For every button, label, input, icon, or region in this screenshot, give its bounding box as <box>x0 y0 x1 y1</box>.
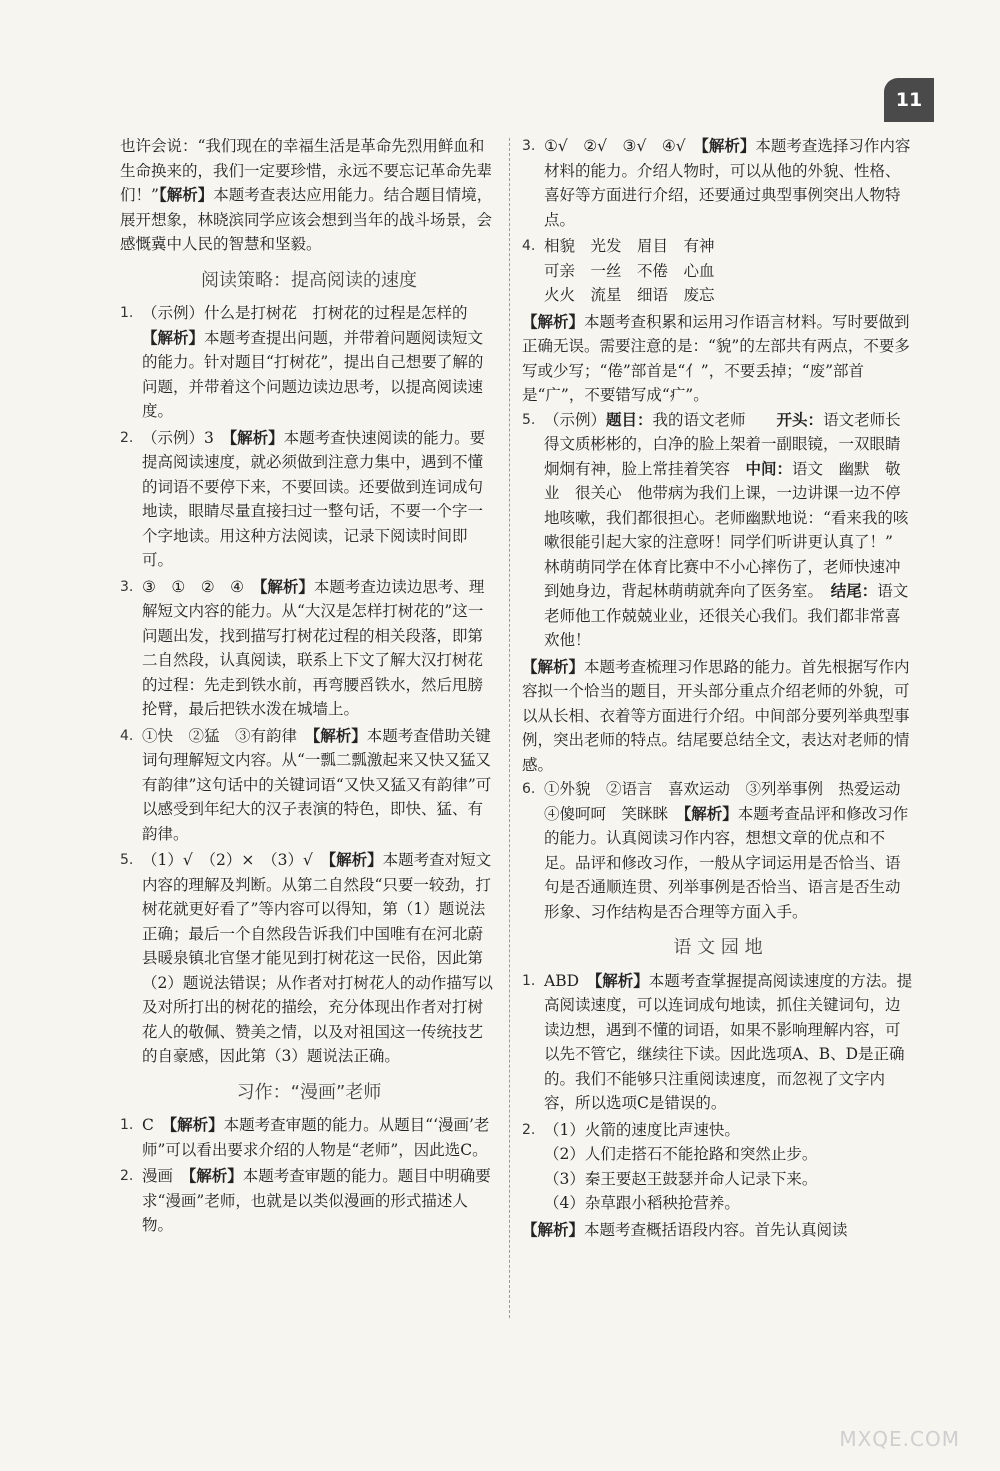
item-number: 1. <box>522 972 536 989</box>
ending-text: 语文老师他工作兢兢业业，还很关心我们。我们都非常喜欢他！ <box>544 582 909 649</box>
item-number: 6. <box>522 781 536 797</box>
answer-text: （示例）3 <box>142 428 230 447</box>
analysis-label: 【解析】 <box>312 725 367 745</box>
list-item <box>522 234 914 308</box>
analysis-label: 【解析】 <box>158 185 214 204</box>
analysis-text: 本题考查概括语段内容。首先认真阅读 <box>584 1220 848 1239</box>
analysis-text: 本题考查对短文内容的理解及判断。从第二自然段“只要一较劲，打树花就更好看了”等内容可以得知，第（1）题说法正确；最后一个自然段告诉我们中国唯有在河北蔚县暖泉镇北官堡才能见到打树花这一民俗，因此第（2）题说法错误；从作者对打树花人的动作描写以及对所打出的树花的描绘，充分体现出作者对打树花人的敬佩、赞美之情，以及对祖国这一传统技艺的自豪感，因此第（3）题说法正确。 <box>142 851 493 1065</box>
answer-text: ①外貌 ②语言 喜欢运动 ③列举事例 热爱运动 ④傻呵呵 笑眯眯 <box>544 780 917 823</box>
analysis-text: 本题考查提出问题，并带着问题阅读短文的能力。针对题目“打树花”，提出自己想要了解的问题，并带着这个问题边读边思考，以提高阅读速度。 <box>142 328 484 420</box>
list-item <box>120 724 498 847</box>
item-number: 3. <box>120 578 134 595</box>
list-item <box>120 848 498 1069</box>
analysis-label: 【解析】 <box>522 311 585 331</box>
list-item <box>120 1113 498 1162</box>
sub-answer: （1）火箭的速度比声速快。 <box>544 1120 740 1139</box>
analysis-label: 【解析】 <box>188 1166 243 1185</box>
analysis-text: 本题考查积累和运用习作语言材料。写时要做到正确无误。需要注意的是：“貌”的左部共有两点，不要多写或少写；“倦”部首是“亻”，不要丢掉；“废”部首是“广”，不要错写成“疒”。 <box>522 312 910 404</box>
list-item <box>522 134 914 232</box>
answer-text: ①快 ②猛 ③有韵律 <box>142 726 313 745</box>
word-row: 相貌 光发 眉目 有神 <box>544 237 715 255</box>
item-number: 3. <box>522 138 536 154</box>
list-item <box>120 301 498 424</box>
intro-text: 也许会说：“我们现在的幸福生活是革命先烈用鲜血和生命换来的，我们一定要珍惜，永远不要忘记革命先辈们！” <box>120 137 493 204</box>
answer-text: （示例）什么是打树花 打树花的过程是怎样的 <box>142 304 468 322</box>
analysis-label: 【解析】 <box>169 1115 224 1134</box>
list-item <box>120 575 498 722</box>
analysis-text: 本题考查审题的能力。从题目“‘漫画’老师”可以看出要求介绍的人物是“老师”，因此选C。 <box>142 1116 490 1159</box>
list-item <box>522 408 914 653</box>
intro-paragraph <box>120 134 498 257</box>
middle-text: 语文 幽默 敬业 很关心 他带病为我们上课，一边讲课一边不停地咳嗽，我们都很担心。老师幽默地说：“看来我的咳嗽很能引起大家的注意呀！同学们听讲更认真了！” 林萌萌同学在体育比赛中不小心摔伤了，老师快速冲到她身边，背起林萌萌就奔向了医务室。 <box>544 459 909 600</box>
answer-text: （1）√ （2）× （3）√ <box>142 851 329 869</box>
list-item <box>522 777 917 924</box>
analysis-label: 【解析】 <box>259 576 314 596</box>
section-title-writing: 习作：“漫画”老师 <box>236 1081 382 1103</box>
analysis-label: 【解析】 <box>701 136 756 155</box>
sub-answer: （4）杂草跟小稻秧抢营养。 <box>544 1194 740 1212</box>
word-row: 火火 流星 细语 废忘 <box>544 286 715 304</box>
analysis-paragraph <box>522 310 914 408</box>
opening-label: 开头： <box>776 409 824 429</box>
item-number: 4. <box>120 727 134 744</box>
sub-answer: （2）人们走搭石不能抢路和突然止步。 <box>544 1145 818 1163</box>
analysis-text: 本题考查表达应用能力。结合题目情境，展开想象，林晓滨同学应该会想到当年的战斗场景，会感慨冀中人民的智慧和坚毅。 <box>120 186 493 253</box>
analysis-text: 本题考查掌握提高阅读速度的方法。提高阅读速度，可以连词成句地读，抓住关键词句，边读边想，遇到不懂的词语，如果不影响理解内容，可以先不管它，继续往下读。因此选项A、B、D是正确的。我们不能够只注重阅读速度，而忽视了文字内容，所以选项C是错误的。 <box>544 971 913 1112</box>
analysis-text: 本题考查选择习作内容材料的能力。介绍人物时，可以从他的外貌、性格、喜好等方面进行介绍，还要通过典型事例突出人物特点。 <box>544 137 911 229</box>
item-number: 1. <box>120 305 134 321</box>
analysis-label: 【解析】 <box>683 803 738 823</box>
list-item <box>120 426 498 573</box>
title-label: 题目： <box>606 409 653 429</box>
item-number: 2. <box>522 1121 536 1138</box>
list-item <box>522 1118 914 1216</box>
title-text: 我的语文老师 <box>652 410 777 429</box>
answer-lead: （示例） <box>544 410 607 429</box>
item-number: 2. <box>120 1168 134 1184</box>
answer-text: C <box>142 1116 170 1134</box>
analysis-paragraph <box>522 1218 914 1243</box>
analysis-label: 【解析】 <box>522 656 585 676</box>
middle-label: 中间： <box>745 458 793 478</box>
opening-text: 语文老师长得文质彬彬的，白净的脸上架着一副眼镜，一双眼睛炯炯有神，脸上常挂着笑容 <box>544 410 901 478</box>
analysis-text: 本题考查借助关键词句理解短文内容。从“一瓢二瓢激起来又快又猛又有韵律”这句话中的关键词语“又快又猛又有韵律”可以感受到年纪大的汉子表演的特色，即快、猛、有韵律。 <box>142 726 492 843</box>
analysis-paragraph <box>522 655 914 778</box>
item-number: 5. <box>522 411 536 428</box>
analysis-label: 【解析】 <box>522 1219 585 1239</box>
answer-text: ③ ① ② ④ <box>142 577 260 596</box>
analysis-label: 【解析】 <box>229 427 284 447</box>
sub-answer: （3）秦王要赵王鼓瑟并命人记录下来。 <box>544 1169 818 1188</box>
item-number: 5. <box>120 852 134 868</box>
column-divider <box>509 138 510 1318</box>
analysis-text: 本题考查品评和修改习作的能力。认真阅读习作内容，想想文章的优点和不足。品评和修改习作，一般从字词运用是否恰当、语句是否通顺连贯、列举事例是否恰当、语言是否生动形象、习作结构是否合理等方面入手。 <box>544 804 909 921</box>
answer-text: ①√ ②√ ③√ ④√ <box>544 137 702 155</box>
section-title-language-garden: 语 文 园 地 <box>673 937 763 958</box>
right-column <box>522 134 917 1242</box>
analysis-label: 【解析】 <box>142 327 205 347</box>
analysis-text: 本题考查审题的能力。题目中明确要求“漫画”老师，也就是以类似漫画的形式描述人物。 <box>142 1167 491 1234</box>
analysis-text: 本题考查边读边思考、理解短文内容的能力。从“大汉是怎样打树花的”这一问题出发，找到描写打树花过程的相关段落，即第二自然段，认真阅读，联系上下文了解大汉打树花的过程：先走到铁水前，再弯腰舀铁水，然后甩膀抡臂，最后把铁水泼在城墙上。 <box>142 577 485 718</box>
item-number: 2. <box>120 429 134 446</box>
section-title-reading-strategy: 阅读策略：提高阅读的速度 <box>201 269 417 291</box>
list-item <box>522 969 914 1116</box>
item-number: 4. <box>522 238 536 254</box>
page-number-badge: 11 <box>884 78 934 122</box>
ending-label: 结尾： <box>830 581 878 600</box>
analysis-text: 本题考查梳理习作思路的能力。首先根据写作内容拟一个恰当的题目，开头部分重点介绍老师的外貌，可以从长相、衣着等方面进行介绍。中间部分要列举典型事例，突出老师的特点。结尾要总结全文，表达对老师的情感。 <box>522 657 910 774</box>
watermark: MXQE.COM <box>839 1427 960 1451</box>
left-column <box>120 134 498 1240</box>
analysis-label: 【解析】 <box>594 970 649 990</box>
item-number: 1. <box>120 1117 134 1133</box>
analysis-label: 【解析】 <box>328 850 383 869</box>
analysis-text: 本题考查快速阅读的能力。要提高阅读速度，就必须做到注意力集中，遇到不懂的词语不要停下来，不要回读。还要做到连词成句地读，眼睛尽量直接扫过一整句话，不要一个字一个字地读。用这种方法阅读，记录下阅读时间即可。 <box>142 428 486 569</box>
answer-text: 漫画 <box>142 1167 189 1185</box>
word-row: 可亲 一丝 不倦 心血 <box>544 261 715 280</box>
list-item <box>120 1164 498 1238</box>
answer-text: ABD <box>544 971 595 990</box>
